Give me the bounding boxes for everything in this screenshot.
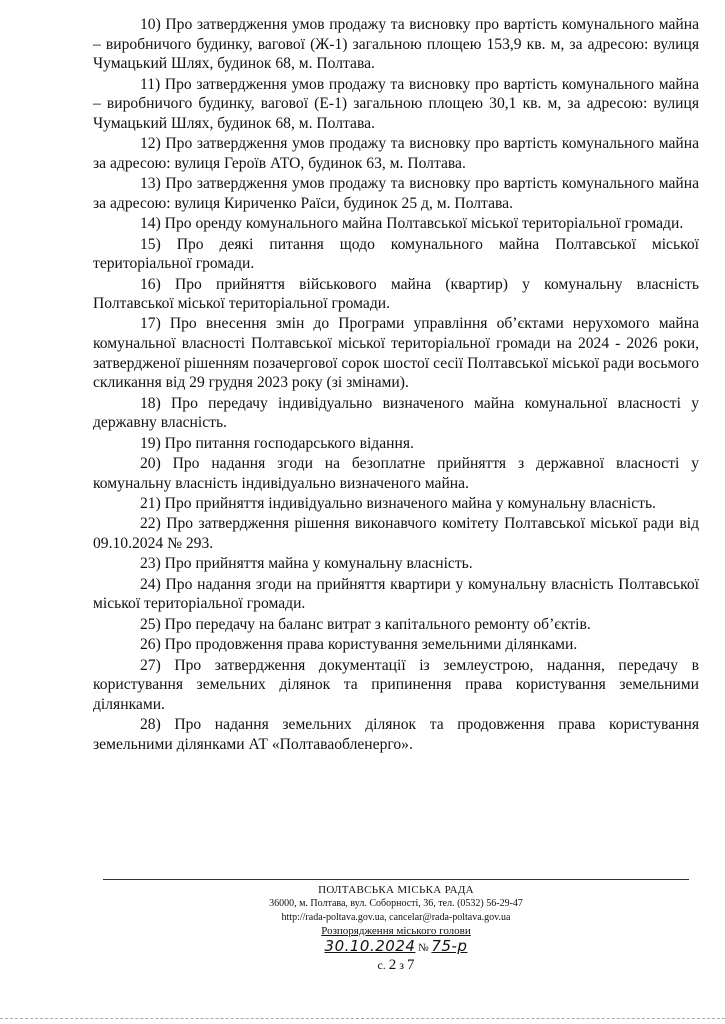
document-footer — [103, 883, 689, 972]
page-current: 2 — [388, 957, 397, 973]
footer-document-number — [103, 939, 689, 955]
page-total: 7 — [407, 957, 415, 973]
page-prefix: с. — [377, 958, 386, 972]
agenda-item: 16) Про прийняття військового майна (квартир) у комунальну власність Полтавської міської територіальної громади. — [93, 275, 699, 313]
agenda-item: 17) Про внесення змін до Програми управління об’єктами нерухомого майна комунальної власності Полтавської міської територіальної громади на 2024 - 2026 роки, затвердженої рішенням позачергової сорок шостої сесії Полтавської міської ради восьмого скликання від 29 грудня 2023 року (зі змінами). — [93, 315, 699, 392]
agenda-list — [93, 15, 699, 755]
agenda-item: 20) Про надання згоди на безоплатне прийняття з державної власності у комунальну власність індивідуально визначеного майна. — [93, 455, 699, 492]
agenda-item: 24) Про надання згоди на прийняття квартири у комунальну власність Полтавської міської територіальної громади. — [93, 575, 699, 613]
footer-address: 36000, м. Полтава, вул. Соборності, 36, тел. (0532) 56-29-47 — [269, 898, 523, 909]
agenda-item: 18) Про передачу індивідуально визначеного майна комунальної власності у державну власність. — [93, 394, 699, 432]
agenda-item: 25) Про передачу на баланс витрат з капітального ремонту об’єктів. — [140, 615, 591, 633]
footer-organization: ПОЛТАВСЬКА МІСЬКА РАДА — [318, 884, 474, 896]
page-counter — [103, 958, 689, 972]
scan-edge-line — [0, 1018, 725, 1019]
agenda-item: 12) Про затвердження умов продажу та висновку про вартість комунального майна за адресою: вулиця Героїв АТО, будинок 63, м. Полтава. — [93, 135, 699, 172]
handwritten-number: 75-р — [431, 937, 468, 955]
number-sign: № — [418, 942, 429, 954]
agenda-item: 21) Про прийняття індивідуально визначеного майна у комунальну власність. — [140, 495, 656, 513]
page-of: з — [399, 958, 405, 972]
footer-contacts: http://rada-poltava.gov.ua, cancelar@rada-poltava.gov.ua — [281, 911, 511, 923]
agenda-item: 15) Про деякі питання щодо комунального майна Полтавської міської територіальної громади. — [93, 235, 699, 273]
agenda-item: 28) Про надання земельних ділянок та продовження права користування земельними ділянками АТ «Полтаваобленерго». — [93, 716, 699, 753]
handwritten-date: 30.10.2024 — [324, 937, 416, 955]
agenda-item: 19) Про питання господарського відання. — [140, 434, 414, 452]
agenda-item: 23) Про прийняття майна у комунальну власність. — [140, 555, 473, 573]
agenda-item: 13) Про затвердження умов продажу та висновку про вартість комунального майна за адресою: вулиця Кириченко Раїси, будинок 25 д, м. Полтава. — [93, 175, 699, 212]
footer-divider — [103, 879, 689, 880]
footer-document-title: Розпорядження міського голови — [321, 925, 471, 937]
agenda-item: 22) Про затвердження рішення виконавчого комітету Полтавської міської ради від 09.10.2024 № 293. — [93, 515, 699, 552]
agenda-item: 11) Про затвердження умов продажу та висновку про вартість комунального майна – виробничого будинку, вагової (Е-1) загальною площею 30,1 кв. м, за адресою: вулиця Чумацький Шлях, будинок 68, м. Полтава. — [93, 75, 699, 132]
agenda-item: 10) Про затвердження умов продажу та висновку про вартість комунального майна – виробничого будинку, вагової (Ж-1) загальною площею 153,9 кв. м, за адресою: вулиця Чумацький Шлях, будинок 68, м. Полтава. — [93, 16, 699, 73]
agenda-item: 26) Про продовження права користування земельними ділянками. — [140, 636, 578, 654]
agenda-item: 14) Про оренду комунального майна Полтавської міської територіальної громади. — [140, 215, 684, 233]
agenda-item: 27) Про затвердження документації із землеустрою, надання, передачу в користування земельних ділянок та припинення права користування земельними ділянками. — [93, 656, 699, 713]
